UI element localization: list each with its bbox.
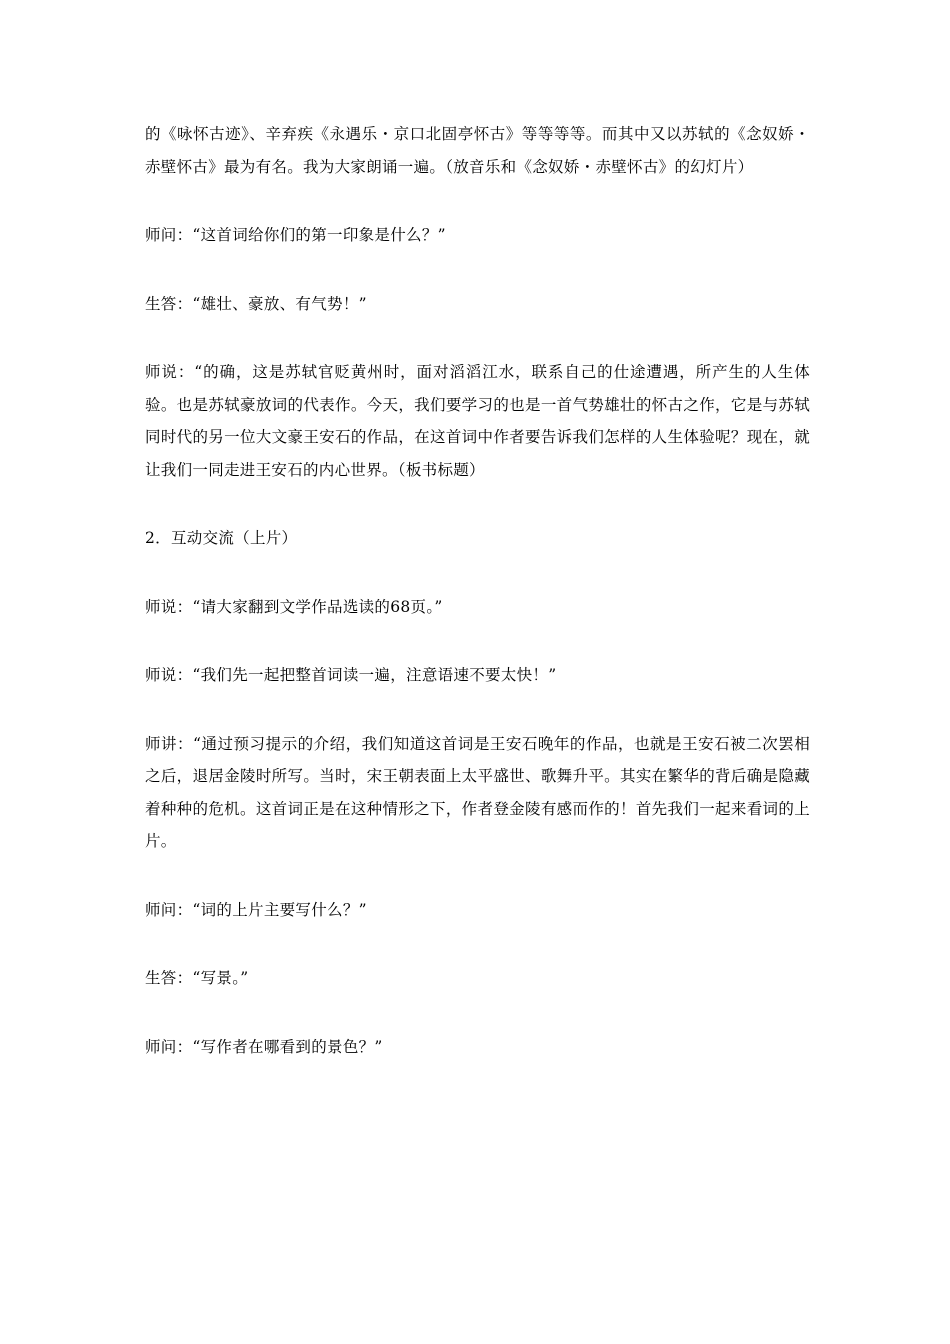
section-heading-interaction: 2．互动交流（上片） (145, 529, 298, 547)
paragraph-teacher-question-content: 师问：“词的上片主要写什么？” (145, 900, 367, 919)
paragraph-teacher-background: 师讲：“通过预习提示的介绍，我们知道这首词是王安石晚年的作品，也就是王安石被二次罢相之后，退居金陵时所写。当时，宋王朝表面上太平盛世、歌舞升平。其实在繁华的背后确是隐藏着种种的危机。这首词正是在这种情形之下，作者登金陵有感而作的！首先我们一起来看词的上片。 (145, 734, 810, 850)
paragraph-teacher-question-impression: 师问：“这首词给你们的第一印象是什么？” (145, 226, 446, 244)
paragraph-student-answer-impression: 生答：“雄壮、豪放、有气势！” (145, 294, 367, 313)
paragraph-student-answer-scenery: 生答：“写景。” (145, 969, 249, 987)
paragraph-teacher-question-location: 师问：“写作者在哪看到的景色？” (145, 1037, 383, 1056)
paragraph-teacher-read-aloud: 师说：“我们先一起把整首词读一遍，注意语速不要太快！” (145, 666, 557, 684)
document-body (145, 118, 810, 1063)
paragraph-teacher-explanation-sushi: 师说：“的确，这是苏轼官贬黄州时，面对滔滔江水，联系自己的仕途遭遇，所产生的人生体验。也是苏轼豪放词的代表作。今天，我们要学习的也是一首气势雄壮的怀古之作，它是与苏轼同时代的另一位大文豪王安石的作品，在这首词中作者要告诉我们怎样的人生体验呢？现在，就让我们一同走进王安石的内心世界。（板书标题） (145, 363, 810, 479)
paragraph-intro-continuation: 的《咏怀古迹》、辛弃疾《永遇乐・京口北固亭怀古》等等等等。而其中又以苏轼的《念奴娇・赤壁怀古》最为有名。我为大家朗诵一遍。（放音乐和《念奴娇・赤壁怀古》的幻灯片） (145, 125, 810, 176)
paragraph-teacher-turn-page: 师说：“请大家翻到文学作品选读的68页。” (145, 597, 443, 616)
